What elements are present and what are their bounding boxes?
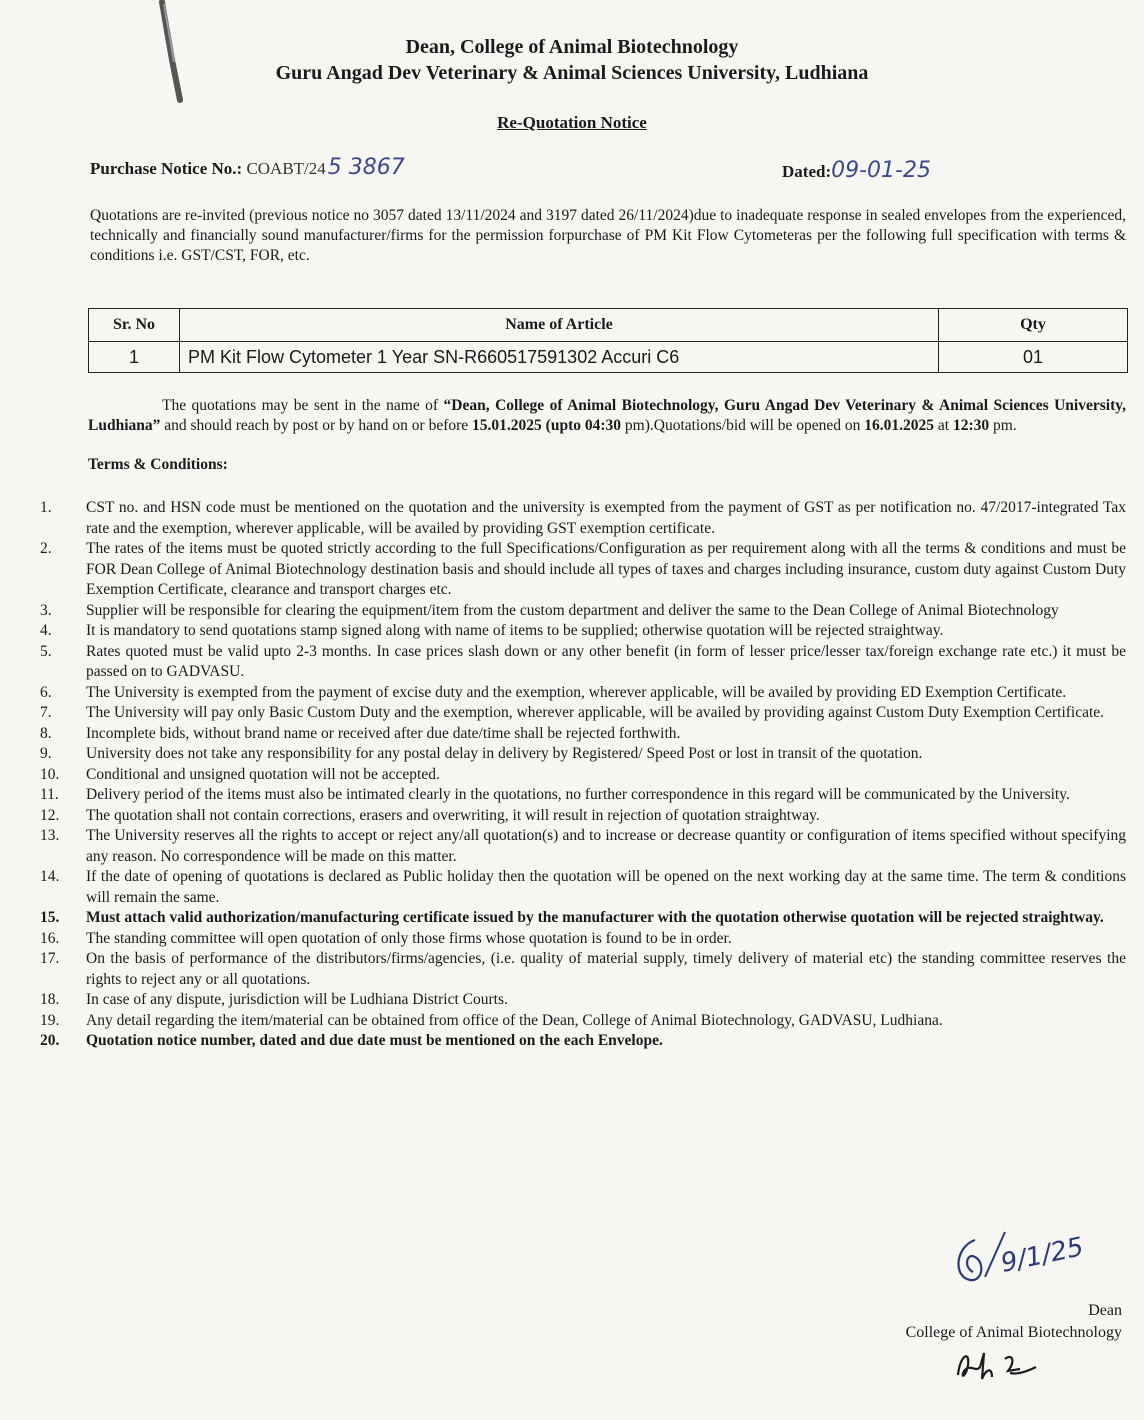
term-item (0, 539, 1126, 601)
cell-article-name: PM Kit Flow Cytometer 1 Year SN-R660517591302 Accuri C6 (180, 342, 939, 373)
addressee-name: “Dean, College of Animal Biotechnology, Guru Angad Dev Veterinary & Animal Sciences University, Ludhiana” (88, 397, 1127, 434)
term-number: 1. (40, 499, 52, 516)
term-number: 19. (40, 1011, 60, 1029)
terms-list (0, 498, 1126, 1052)
terms-heading: Terms & Conditions: (88, 456, 228, 473)
term-item (0, 908, 1126, 929)
term-item (0, 1011, 1126, 1032)
dated-field (782, 158, 931, 183)
term-item (0, 744, 1126, 765)
term-number: 9. (40, 745, 52, 762)
handwritten-signature (945, 1222, 1095, 1292)
term-number: 20. (40, 1032, 60, 1049)
term-text: Any detail regarding the item/material can be obtained from office of the Dean, College of Animal Biotechnology, GADVASU, Ludhiana. (86, 1011, 943, 1029)
dated-handwritten-date: 09-01-25 (831, 158, 931, 183)
handwritten-initials (950, 1345, 1040, 1385)
term-text: Incomplete bids, without brand name or received after due date/time shall be rejected forthwith. (86, 724, 681, 742)
term-item (0, 867, 1126, 908)
term-item (0, 1031, 1126, 1052)
term-item (0, 683, 1126, 704)
term-text: The University reserves all the rights to accept or reject any/all quotation(s) and to increase or decrease quantity or configuration of items specified without specifying any reason. No correspondence will be made on this matter. (86, 827, 1126, 865)
term-text: The standing committee will open quotation of only those firms whose quotation is found to be in order. (86, 929, 732, 947)
term-text: In case of any dispute, jurisdiction will be Ludhiana District Courts. (86, 991, 508, 1008)
term-item (0, 949, 1126, 990)
term-text: Quotation notice number, dated and due date must be mentioned on the each Envelope. (86, 1032, 663, 1049)
term-item (0, 703, 1126, 724)
term-number: 2. (40, 540, 52, 557)
term-item (0, 724, 1126, 745)
term-text: Rates quoted must be valid upto 2-3 months. In case prices slash down or any other benefit (in form of lesser price/lesser tax/foreign exchange rate etc.) it must be passed on to GADVASU. (86, 642, 1126, 680)
term-number: 7. (40, 704, 52, 721)
submission-paragraph: The quotations may be sent in the name of “Dean, College of Animal Biotechnology, Guru Angad Dev Veterinary & Animal Sciences University, Ludhiana” and should reach by post or by hand on or before 15.01.2025 (upto 04:30 pm).Quotations/bid will be opened on 16.01.2025 at 12:30 pm. (88, 397, 1127, 434)
term-text: University does not take any responsibility for any postal delay in delivery by Registered/ Speed Post or lost in transit of the quotation. (86, 745, 923, 762)
header-line-2: Guru Angad Dev Veterinary & Animal Sciences University, Ludhiana (275, 62, 869, 84)
term-number: 17. (40, 950, 60, 967)
term-text: It is mandatory to send quotations stamp signed along with name of items to be supplied; otherwise quotation will be rejected straightway. (86, 622, 944, 639)
notice-title: Re-Quotation Notice (497, 113, 647, 132)
term-number: 10. (40, 765, 60, 783)
term-text: Delivery period of the items must also be intimated clearly in the quotations, no further correspondence in this regard will be communicated by the University. (86, 786, 1070, 803)
table-header-row (89, 309, 1128, 342)
articles-table (88, 308, 1128, 373)
term-number: 4. (40, 622, 52, 639)
purchase-notice-label: Purchase Notice No.: (90, 159, 243, 178)
header-line-1: Dean, College of Animal Biotechnology (405, 36, 739, 58)
term-item (0, 765, 1126, 786)
opening-time: 12:30 (952, 417, 990, 434)
term-item (0, 498, 1126, 539)
term-text: On the basis of performance of the distributors/firms/agencies, (i.e. quality of material supply, timely delivery of material etc) the standing committee reserves the rights to reject any or all quotations. (86, 950, 1126, 988)
term-text: The University is exempted from the payment of excise duty and the exemption, wherever applicable, will be availed by providing ED Exemption Certificate. (86, 683, 1067, 701)
due-date: 15.01.2025 (upto 04:30 (472, 417, 622, 434)
term-number: 3. (40, 601, 52, 619)
signatory-org: College of Animal Biotechnology (905, 1324, 1122, 1341)
term-number: 6. (40, 683, 52, 701)
term-number: 15. (40, 909, 60, 926)
term-text: If the date of opening of quotations is declared as Public holiday then the quotation will be opened on the next working day at the same time. The term & conditions will remain the same. (86, 868, 1126, 906)
term-number: 16. (40, 929, 60, 947)
signatory-title: Dean (1088, 1302, 1122, 1319)
cell-sr-no: 1 (89, 342, 180, 373)
term-number: 11. (40, 786, 59, 803)
term-number: 14. (40, 868, 60, 885)
header-sr-no: Sr. No (89, 309, 180, 342)
term-text: Must attach valid authorization/manufacturing certificate issued by the manufacturer with the quotation otherwise quotation will be rejected straightway. (86, 909, 1104, 926)
dated-label: Dated: (782, 162, 832, 181)
term-item (0, 642, 1126, 683)
term-text: Conditional and unsigned quotation will not be accepted. (86, 765, 440, 783)
term-number: 18. (40, 991, 60, 1008)
header-article-name: Name of Article (180, 309, 939, 342)
term-number: 8. (40, 724, 52, 742)
term-number: 13. (40, 827, 60, 844)
term-item (0, 826, 1126, 867)
term-item (0, 621, 1126, 642)
term-text: The rates of the items must be quoted strictly according to the full Specifications/Configuration as per requirement along with all the terms & conditions and must be FOR Dean College of Animal Biotechnology destination basis and should include all types of taxes and charges including insurance, custom duty against Custom Duty Exemption Certificate, clearance and transport charges etc. (86, 540, 1126, 598)
term-item (0, 601, 1126, 622)
term-text: The University will pay only Basic Custom Duty and the exemption, wherever applicable, will be availed by providing against Custom Duty Exemption Certificate. (86, 704, 1105, 721)
signatory-block (906, 1300, 1122, 1344)
purchase-notice-handwritten-number: 5 3867 (327, 155, 405, 180)
term-item (0, 929, 1126, 950)
term-text: Supplier will be responsible for clearing the equipment/item from the custom department and deliver the same to the Dean College of Animal Biotechnology (86, 601, 1059, 619)
purchase-notice (90, 155, 405, 180)
term-item (0, 990, 1126, 1011)
term-number: 12. (40, 806, 60, 824)
term-text: The quotation shall not contain corrections, erasers and overwriting, it will result in rejection of quotation straightway. (86, 806, 820, 824)
intro-paragraph: Quotations are re-invited (previous notice no 3057 dated 13/11/2024 and 3197 dated 26/11/2024)due to inadequate response in sealed envelopes from the experienced, technically and financially sound manufacturer/firms for the permission forpurchase of PM Kit Flow Cytometeras per the following full specification with terms & conditions i.e. GST/CST, FOR, etc. (90, 207, 1126, 264)
term-item (0, 785, 1126, 806)
signature-date: 9/1/25 (998, 1232, 1087, 1279)
term-text: CST no. and HSN code must be mentioned on the quotation and the university is exempted from the payment of GST as per notification no. 47/2017-integrated Tax rate and the exemption, wherever applicable, will be availed by providing GST exemption certificate. (86, 499, 1126, 537)
table-row (89, 342, 1128, 373)
term-item (0, 806, 1126, 827)
cell-qty: 01 (939, 342, 1128, 373)
header-qty: Qty (939, 309, 1128, 342)
purchase-notice-code: COABT/24 (246, 159, 326, 178)
term-number: 5. (40, 642, 52, 660)
opening-date: 16.01.2025 (864, 417, 935, 434)
